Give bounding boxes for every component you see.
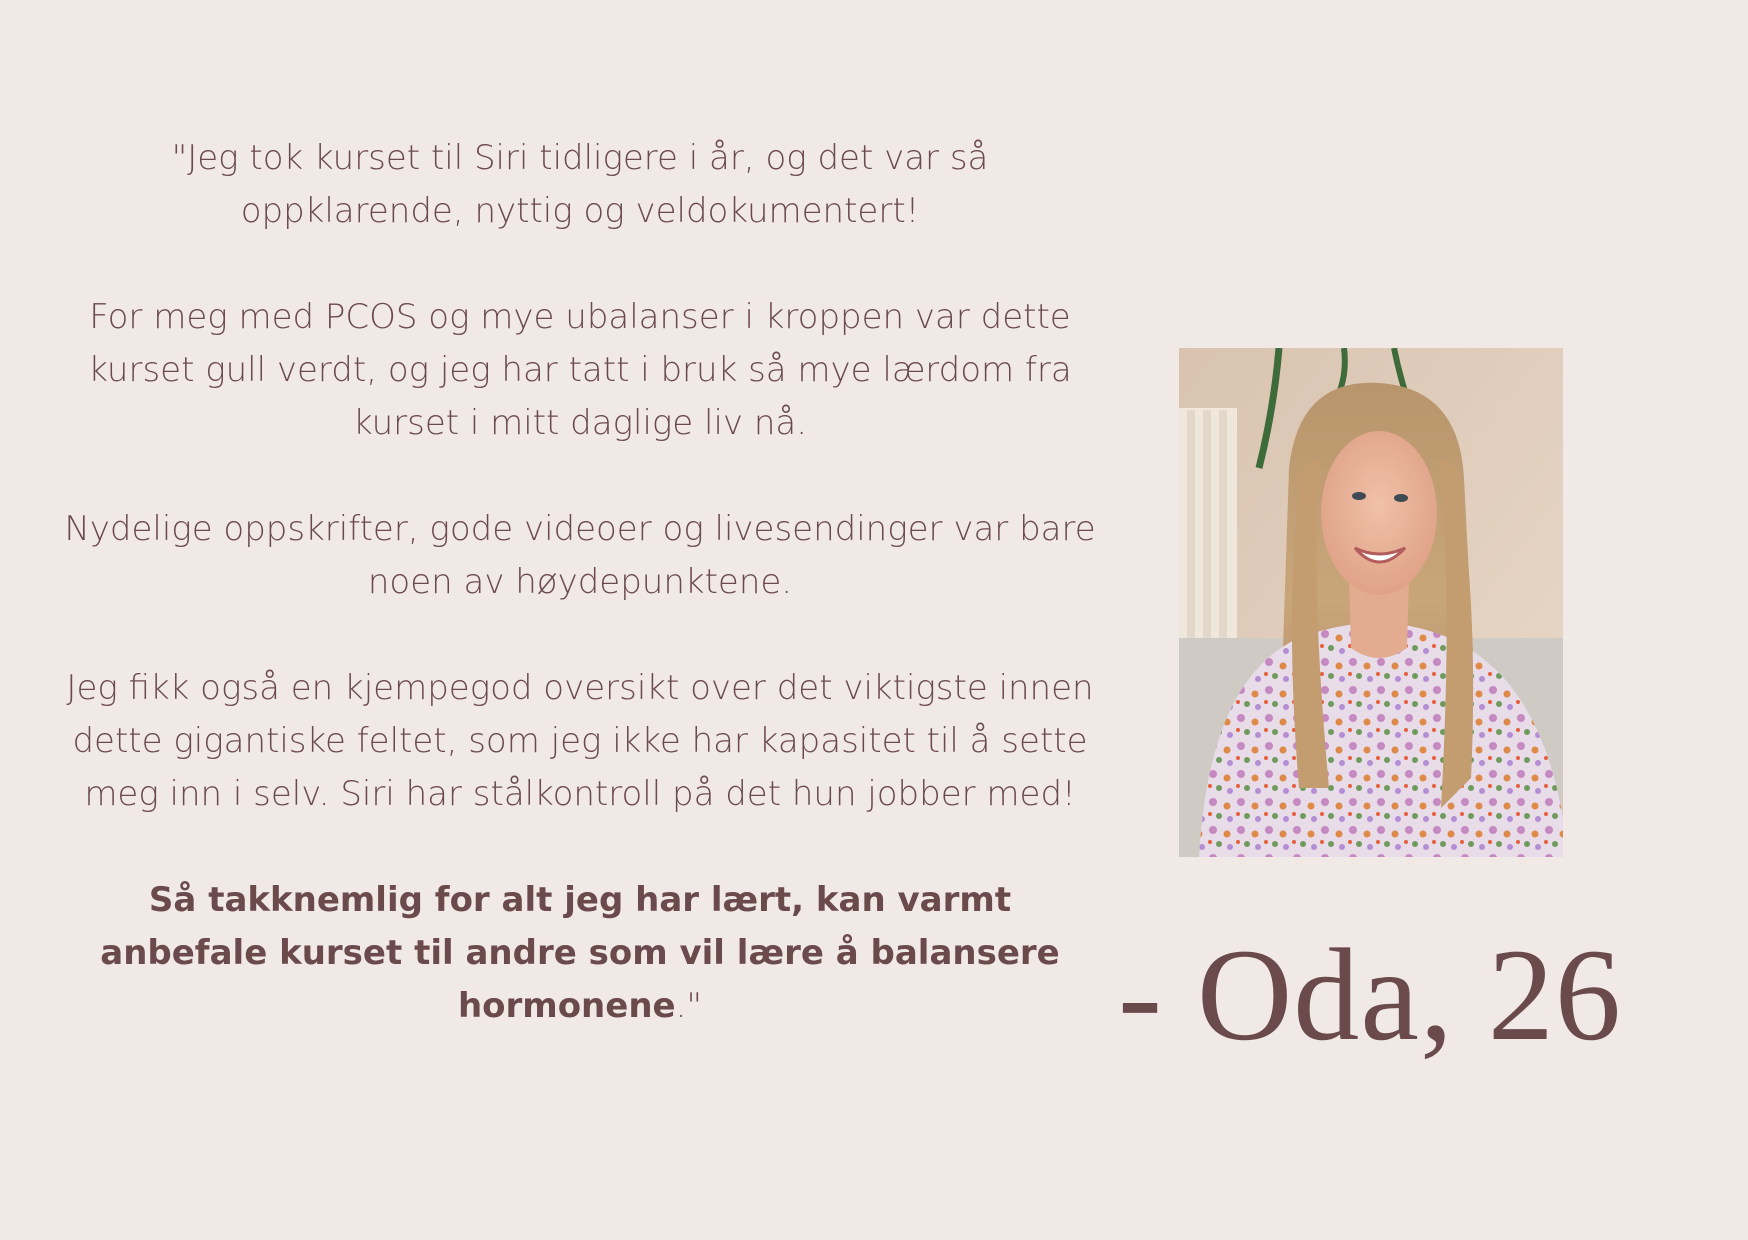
customer-photo [1179,348,1563,857]
quote-closing [60,874,1100,1033]
signature: - Oda, 26 [1118,921,1622,1068]
quote-paragraph-3: Nydelige oppskrifter, gode videoer og livesendinger var bare noen av høydepunktene. [64,509,1096,602]
testimonial-quote [60,132,1100,1033]
quote-paragraph-4: Jeg fikk også en kjempegod oversikt over det viktigste innen dette gigantiske feltet, som jeg ikke har kapasitet til å sette meg inn i selv. Siri har stålkontroll på det hun jobber med! [66,668,1094,814]
quote-paragraph-2: For meg med PCOS og mye ubalanser i kroppen var dette kurset gull verdt, og jeg har tatt i bruk så mye lærdom fra kurset i mitt daglige liv nå. [88,297,1072,443]
quote-closing-bold: Så takknemlig for alt jeg har lært, kan varmt anbefale kurset til andre som vil lære å balansere hormonene [100,880,1060,1026]
quote-closing-tail: ." [675,986,703,1026]
quote-paragraph-1: "Jeg tok kurset til Siri tidligere i år, og det var så oppklarende, nyttig og veldokumentert! [171,138,989,231]
